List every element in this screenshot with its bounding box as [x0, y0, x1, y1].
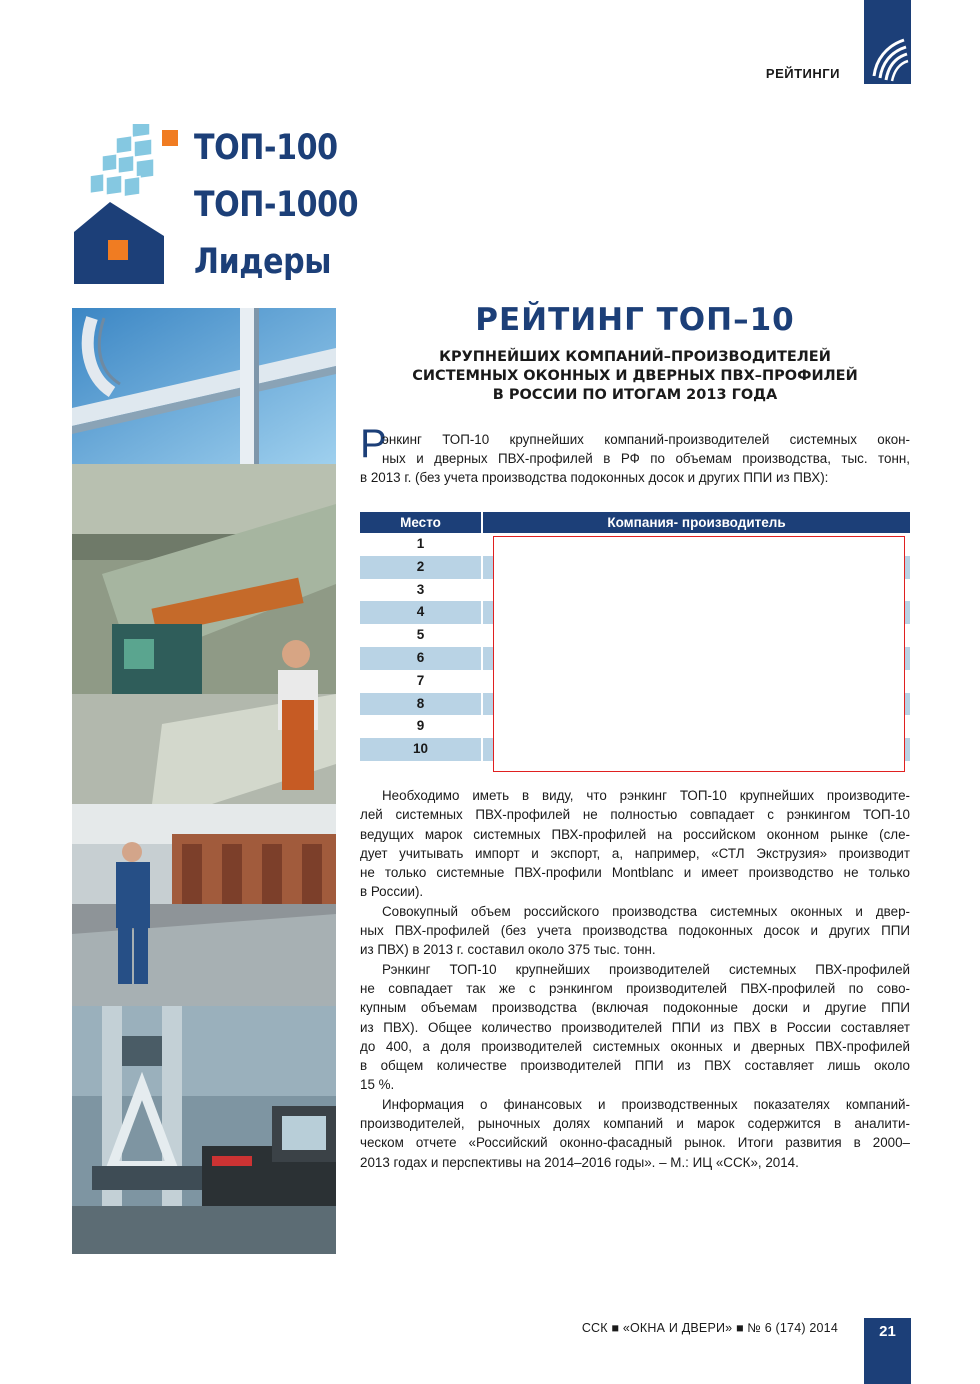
logo-text-leaders: Лидеры [194, 242, 332, 282]
subtitle-line: КРУПНЕЙШИХ КОМПАНИЙ–ПРОИЗВОДИТЕЛЕЙ [439, 349, 831, 365]
house-logo-icon [72, 124, 190, 284]
place-cell: 5 [360, 624, 483, 647]
place-cell: 3 [360, 579, 483, 602]
factory-line-photo [72, 464, 336, 804]
body-line: купным объемам производства (включая подоконные доски и другие ППИ [360, 1000, 910, 1016]
page-number-tab [864, 1318, 911, 1384]
magazine-logo-icon [864, 0, 911, 84]
body-line: лей системных ПВХ-профилей не полностью совпадает с рэнкингом ТОП-10 [360, 807, 910, 823]
body-line: ческом отчете «Российский оконно-фасадный рынок. Итоги развития в 2000– [360, 1135, 910, 1151]
body-line: из ПВХ) в 2013 г. составил около 375 тыс. тонн. [360, 942, 656, 958]
place-cell: 8 [360, 693, 483, 716]
photo-column [72, 308, 336, 1254]
place-cell: 9 [360, 715, 483, 738]
intro-paragraph [360, 430, 910, 487]
body-line: ных ПВХ-профилей (без учета производства подоконных досок и других ППИ [360, 923, 910, 939]
place-cell: 1 [360, 533, 483, 556]
body-line: ведущих марок системных ПВХ-профилей на российском оконном рынке (сле- [360, 826, 910, 842]
subtitle-line: СИСТЕМНЫХ ОКОННЫХ И ДВЕРНЫХ ПВХ–ПРОФИЛЕЙ [412, 368, 858, 384]
place-cell: 6 [360, 647, 483, 670]
corner-tab-top [864, 0, 911, 84]
body-line: не только системные ПВХ-профили Montblanc и имеет производство не только [360, 865, 910, 881]
body-line: в России). [360, 884, 424, 900]
body-line: из ПВХ). Общее количество производителей ППИ из ПВХ в России составляет [360, 1019, 910, 1035]
column-header-place: Место [360, 512, 483, 533]
body-line: в общем количестве производителей ППИ из ПВХ составляет лишь около [360, 1058, 910, 1074]
table-header-row [360, 512, 910, 533]
drop-cap-letter: Р [360, 422, 387, 466]
logo-text-top1000: ТОП-1000 [194, 185, 359, 225]
window-frame-photo [72, 308, 336, 464]
company-names-redaction-box [493, 536, 905, 772]
body-line: 2013 годах и перспективы на 2014–2016 годы». – М.: ИЦ «ССК», 2014. [360, 1154, 799, 1170]
intro-line: в 2013 г. (без учета производства подоконных досок и других ППИ из ПВХ): [360, 470, 829, 485]
place-cell: 4 [360, 601, 483, 624]
body-line: 15 %. [360, 1077, 395, 1093]
place-cell: 10 [360, 738, 483, 761]
intro-line: энкинг ТОП-10 крупнейших компаний-производителей системных окон- [382, 432, 910, 447]
place-cell: 7 [360, 670, 483, 693]
column-header-company: Компания- производитель [483, 512, 910, 533]
testing-machine-photo [72, 1006, 336, 1254]
body-line: не совпадает так же с рэнкингом производителей ПВХ-профилей по сово- [360, 980, 910, 996]
body-line: Необходимо иметь в виду, что рэнкинг ТОП-10 крупнейших производите- [382, 788, 910, 803]
subtitle-line: В РОССИИ ПО ИТОГАМ 2013 ГОДА [492, 387, 778, 403]
body-line: производителей, рыночных долях компаний и марок содержится в аналити- [360, 1116, 910, 1132]
body-line: до 400, а доля производителей системных оконных и дверных ПВХ-профилей [360, 1038, 910, 1054]
body-line: Совокупный объем российского производства системных оконных и двер- [382, 903, 910, 919]
intro-line: ных и дверных ПВХ-профилей в РФ по объемам производства, тыс. тонн, [382, 451, 910, 466]
article-subtitle [360, 348, 910, 405]
place-cell: 2 [360, 556, 483, 579]
footer-issue-info: ССК ■ «ОКНА И ДВЕРИ» ■ № 6 (174) 2014 [581, 1321, 838, 1335]
section-label: РЕЙТИНГИ [765, 66, 840, 81]
body-line: Информация о финансовых и производственных показателях компаний- [382, 1096, 910, 1112]
article-title: РЕЙТИНГ ТОП–10 [475, 302, 795, 338]
article-body [360, 786, 910, 1172]
production-hall-photo [72, 804, 336, 1006]
body-line: дует учитывать импорт и экспорт, а, например, «СТЛ Экструзия» производит [360, 845, 910, 861]
page-number: 21 [879, 1323, 896, 1340]
logo-text-top100: ТОП-100 [194, 128, 338, 168]
body-line: Рэнкинг ТОП-10 крупнейших производителей системных ПВХ-профилей [382, 961, 910, 977]
